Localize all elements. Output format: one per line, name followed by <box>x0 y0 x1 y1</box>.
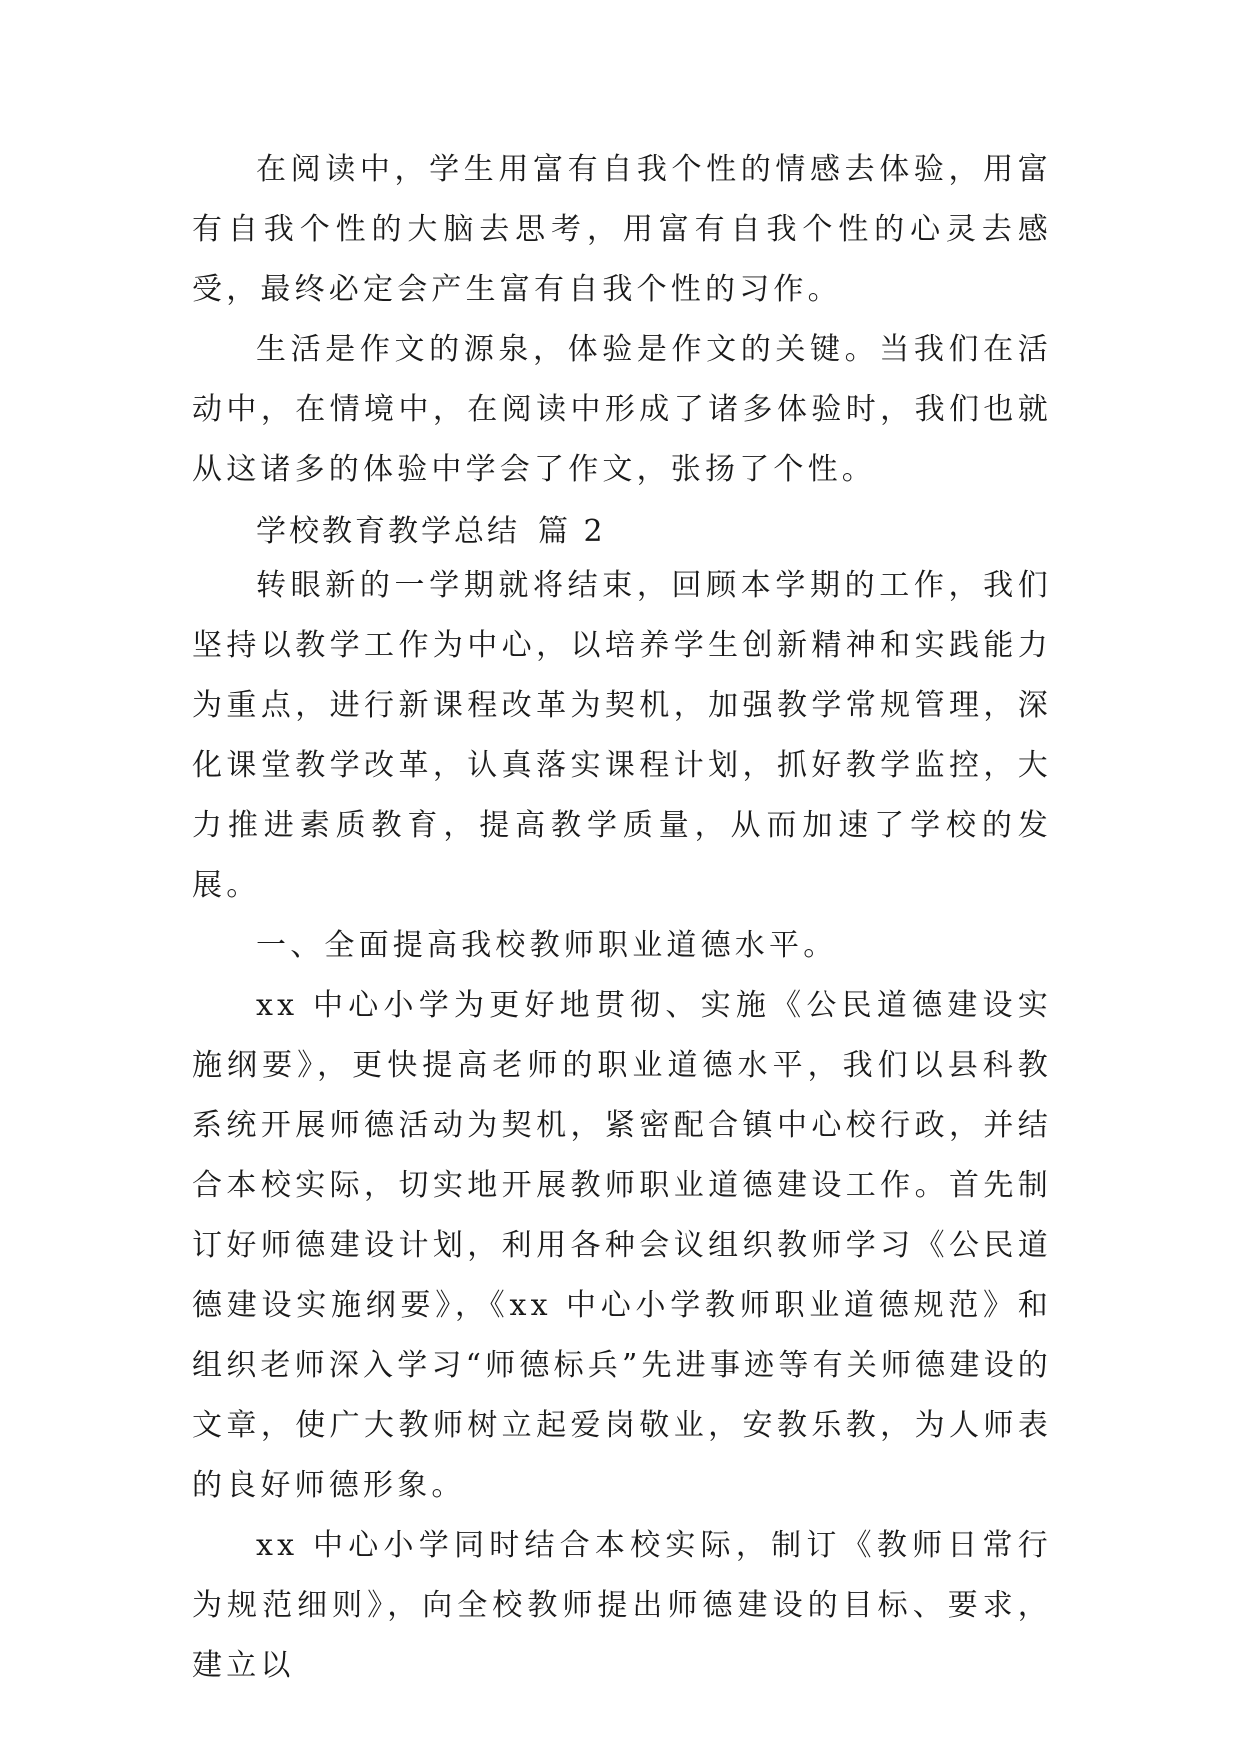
paragraph: 在阅读中，学生用富有自我个性的情感去体验，用富有自我个性的大脑去思考，用富有自我个性的心灵去感受，最终必定会产生富有自我个性的习作。 <box>192 152 1052 307</box>
section-heading <box>192 502 1052 562</box>
paragraph: 转眼新的一学期就将结束，回顾本学期的工作，我们坚持以教学工作为中心，以培养学生创新精神和实践能力为重点，进行新课程改革为契机，加强教学常规管理，深化课堂教学改革，认真落实课程计划，抓好教学监控，大力推进素质教育，提高教学质量，从而加速了学校的发展。 <box>192 568 1052 903</box>
body-text-block-2 <box>192 556 1052 1696</box>
section-title: 学校教育教学总结 <box>256 514 520 549</box>
paragraph: xx 中心小学为更好地贯彻、实施《公民道德建设实施纲要》，更快提高老师的职业道德水平，我们以县科教系统开展师德活动为契机，紧密配合镇中心校行政，并结合本校实际，切实地开展教师职业道德建设工作。首先制订好师德建设计划，利用各种会议组织教师学习《公民道德建设实施纲要》，《xx 中心小学教师职业道德规范》和组织老师深入学习“师德标兵”先进事迹等有关师德建设的文章，使广大教师树立起爱岗敬业，安教乐教，为人师表的良好师德形象。 <box>192 988 1052 1503</box>
section-subheading: 一、全面提高我校教师职业道德水平。 <box>256 928 838 963</box>
paragraph: 生活是作文的源泉，体验是作文的关键。当我们在活动中，在情境中，在阅读中形成了诸多体验时，我们也就从这诸多的体验中学会了作文，张扬了个性。 <box>192 332 1052 487</box>
body-text-block-1 <box>192 140 1052 500</box>
paragraph: xx 中心小学同时结合本校实际，制订《教师日常行为规范细则》，向全校教师提出师德建设的目标、要求，建立以 <box>192 1528 1052 1683</box>
section-number: 篇 2 <box>538 514 606 549</box>
